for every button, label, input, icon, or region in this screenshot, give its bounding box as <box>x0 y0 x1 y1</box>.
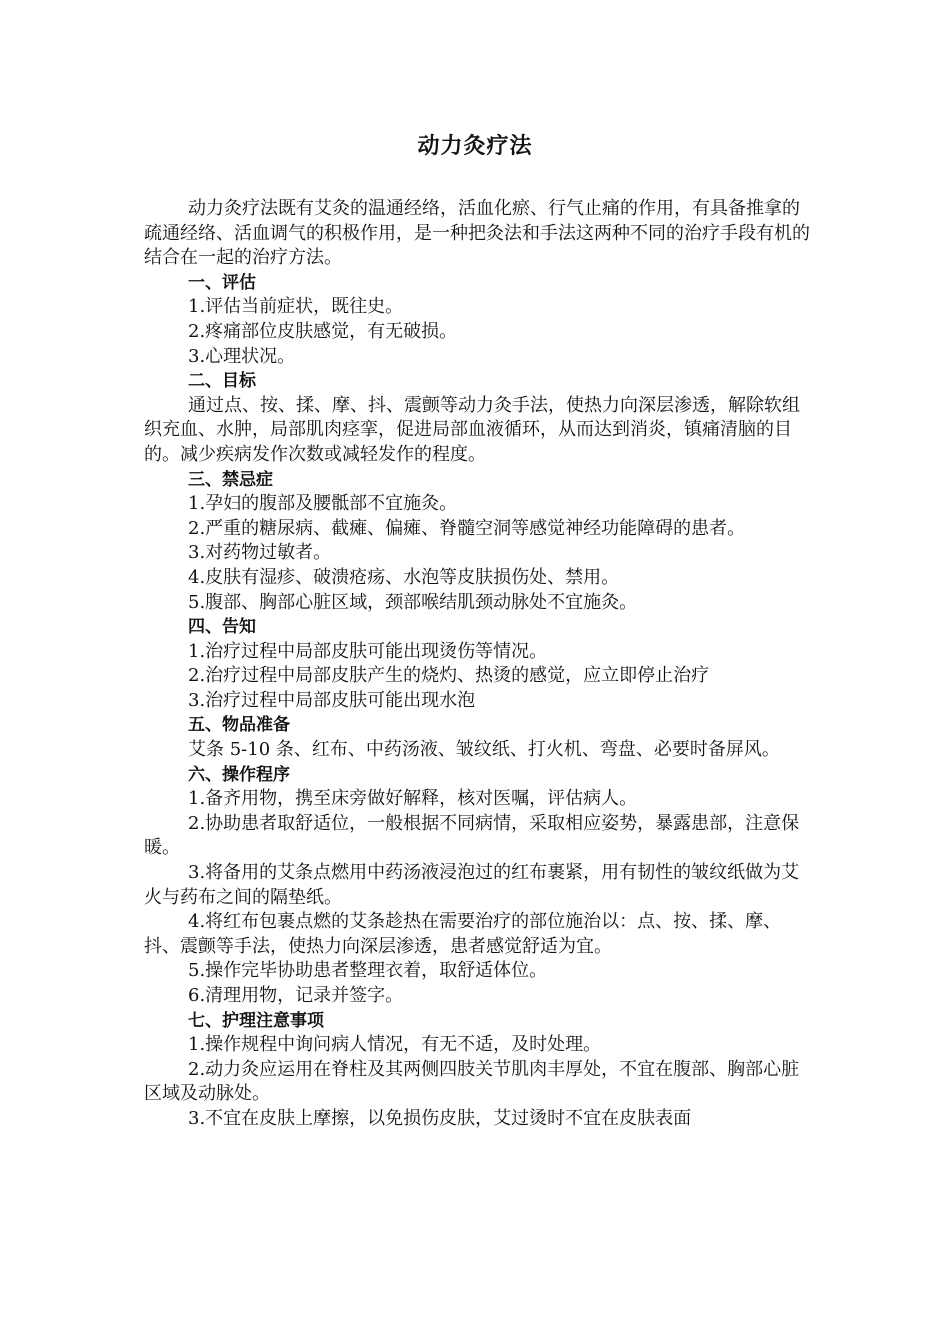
section-line: 5.腹部、胸部心脏区域，颈部喉结肌颈动脉处不宜施灸。 <box>188 591 638 613</box>
section-line: 艾条 5-10 条、红布、中药汤液、皱纹纸、打火机、弯盘、必要时备屏风。 <box>188 739 780 761</box>
section-line: 3.将备用的艾条点燃用中药汤液浸泡过的红布裹紧，用有韧性的皱纹纸做为艾火与药布之间的隔垫纸。 <box>144 862 800 908</box>
section-heading-assessment: 一、评估 <box>188 272 256 293</box>
section-line: 3.对药物过敏者。 <box>188 542 332 564</box>
section-line: 3.治疗过程中局部皮肤可能出现水泡 <box>188 689 476 711</box>
section-line: 4.将红布包裹点燃的艾条趁热在需要治疗的部位施治以：点、按、揉、摩、抖、震颤等手法，使热力向深层渗透，患者感觉舒适为宜。 <box>144 911 782 957</box>
section-heading-goal: 二、目标 <box>188 371 256 392</box>
section-line: 4.皮肤有湿疹、破溃疮疡、水泡等皮肤损伤处、禁用。 <box>188 566 620 588</box>
document-title: 动力灸疗法 <box>417 134 533 159</box>
section-line: 1.治疗过程中局部皮肤可能出现烫伤等情况。 <box>188 640 548 662</box>
section-line: 3.不宜在皮肤上摩擦，以免损伤皮肤，艾过烫时不宜在皮肤表面 <box>188 1107 692 1129</box>
section-line: 1.操作规程中询问病人情况，有无不适，及时处理。 <box>188 1034 602 1056</box>
section-heading-procedure: 六、操作程序 <box>188 764 290 785</box>
section-line: 2.治疗过程中局部皮肤产生的烧灼、热烫的感觉，应立即停止治疗 <box>188 665 710 687</box>
section-line: 2.动力灸应运用在脊柱及其两侧四肢关节肌肉丰厚处，不宜在腹部、胸部心脏区域及动脉处。 <box>144 1058 800 1105</box>
section-line: 1.孕妇的腹部及腰骶部不宜施灸。 <box>188 493 458 515</box>
section-heading-nursing-notes: 七、护理注意事项 <box>188 1010 324 1031</box>
section-heading-notice: 四、告知 <box>188 617 256 638</box>
intro-paragraph: 动力灸疗法既有艾灸的温通经络，活血化瘀、行气止痛的作用，有具备推拿的疏通经络、活血调气的积极作用，是一种把灸法和手法这两种不同的治疗手段有机的结合在一起的治疗方法。 <box>144 198 810 269</box>
section-line: 2.协助患者取舒适位，一般根据不同病情，采取相应姿势，暴露患部，注意保暖。 <box>144 812 800 859</box>
section-line: 通过点、按、揉、摩、抖、震颤等动力灸手法，使热力向深层渗透，解除软组织充血、水肿，局部肌肉痉挛，促进局部血液循环，从而达到消炎，镇痛清脑的目的。减少疾病发作次数或减轻发作的程度。 <box>144 394 800 465</box>
section-line: 2.严重的糖尿病、截瘫、偏瘫、脊髓空洞等感觉神经功能障碍的患者。 <box>188 517 746 539</box>
section-line: 1.评估当前症状，既往史。 <box>188 296 404 318</box>
section-heading-supplies: 五、物品准备 <box>188 715 290 736</box>
document-body <box>144 197 812 1132</box>
section-line: 2.疼痛部位皮肤感觉，有无破损。 <box>188 320 458 342</box>
section-line: 5.操作完毕协助患者整理衣着，取舒适体位。 <box>188 960 548 982</box>
section-heading-contraindications: 三、禁忌症 <box>188 469 273 490</box>
section-line: 1.备齐用物，携至床旁做好解释，核对医嘱，评估病人。 <box>188 788 638 810</box>
section-line: 6.清理用物，记录并签字。 <box>188 985 404 1006</box>
section-line: 3.心理状况。 <box>188 345 296 367</box>
